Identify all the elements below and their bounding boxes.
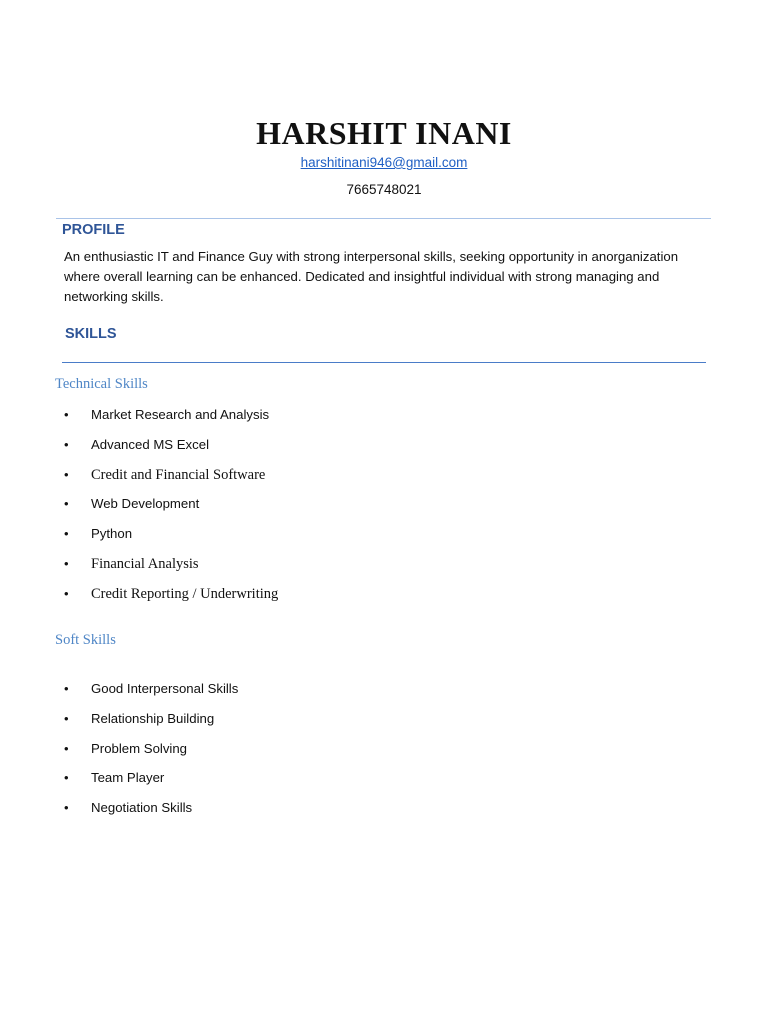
skill-label: Financial Analysis — [91, 555, 199, 572]
profile-heading: PROFILE — [62, 222, 125, 238]
phone-number: 7665748021 — [346, 182, 422, 197]
skills-heading: SKILLS — [65, 326, 117, 342]
bullet-icon: • — [64, 681, 69, 696]
email-link[interactable]: harshitinani946@gmail.com — [300, 155, 468, 170]
profile-divider — [56, 218, 711, 219]
skill-label: Credit and Financial Software — [91, 466, 266, 483]
soft-skills-heading: Soft Skills — [55, 632, 116, 648]
skill-label: Advanced MS Excel — [91, 436, 210, 452]
bullet-icon: • — [64, 407, 69, 422]
skill-label: Team Player — [91, 770, 165, 786]
skill-label: Negotiation Skills — [91, 800, 193, 816]
skill-label: Web Development — [91, 496, 200, 512]
skills-divider — [62, 362, 706, 363]
candidate-name: HARSHIT INANI — [256, 115, 512, 151]
bullet-icon: • — [64, 800, 69, 816]
bullet-icon: • — [64, 436, 69, 452]
bullet-icon: • — [64, 710, 69, 726]
bullet-icon: • — [64, 770, 69, 786]
bullet-icon: • — [64, 555, 69, 571]
profile-text: An enthusiastic IT and Finance Guy with strong interpersonal skills, seeking opportunity in anorganization where overall learning can be enhanced. Dedicated and insightful individual with strong managing and networking skills. — [64, 249, 679, 304]
bullet-icon: • — [64, 496, 69, 512]
skill-label: Good Interpersonal Skills — [91, 681, 239, 696]
skill-label: Problem Solving — [91, 740, 188, 756]
skill-label: Relationship Building — [91, 710, 215, 726]
bullet-icon: • — [64, 585, 69, 601]
bullet-icon: • — [64, 740, 69, 756]
bullet-icon: • — [64, 466, 69, 482]
bullet-icon: • — [64, 526, 69, 542]
email-line — [0, 155, 768, 170]
skill-label: Market Research and Analysis — [91, 407, 270, 422]
skill-label: Credit Reporting / Underwriting — [91, 585, 279, 602]
technical-skills-heading: Technical Skills — [55, 376, 148, 392]
skill-label: Python — [91, 526, 133, 542]
